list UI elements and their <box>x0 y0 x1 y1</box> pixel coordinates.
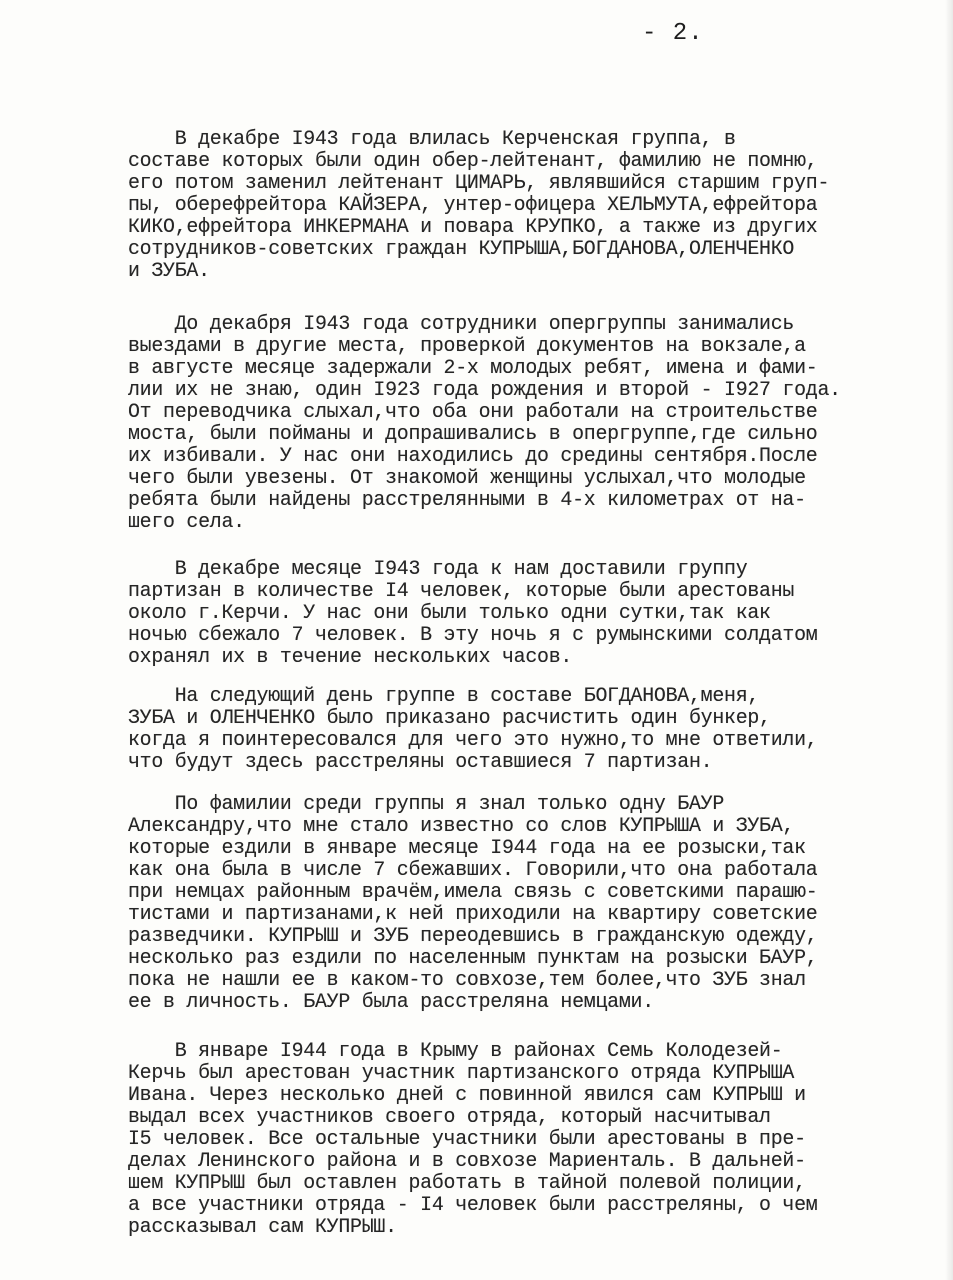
page-number: - 2. <box>642 20 704 47</box>
paragraph-kerch-group <box>128 128 953 282</box>
text-line: а все участники отряда - I4 человек были расстреляны, о чем <box>128 1193 818 1216</box>
text-line: когда я поинтересовался для чего это нужно,то мне ответили, <box>128 728 818 751</box>
text-line: ночью сбежало 7 человек. В эту ночь я с румынскими солдатом <box>128 623 818 646</box>
text-line: выдал всех участников своего отряда, который насчитывал <box>128 1105 771 1128</box>
text-line: До декабря I943 года сотрудники опергруппы занимались <box>128 312 795 335</box>
text-line: его потом заменил лейтенант ЦИМАРЬ, являвшийся старшим груп- <box>128 171 830 194</box>
text-line: около г.Керчи. У нас они были только одни сутки,так как <box>128 601 771 624</box>
text-line: при немцах районным врачём,имела связь с советскими парашю- <box>128 880 818 903</box>
text-line: сотрудников-советских граждан КУПРЫША,БОГДАНОВА,ОЛЕНЧЕНКО <box>128 237 795 260</box>
paragraph-kupryshs-unit <box>128 1040 953 1238</box>
text-line: От переводчика слыхал,что оба они работали на строительстве <box>128 400 818 423</box>
text-line: ЗУБА и ОЛЕНЧЕНКО было приказано расчистить один бункер, <box>128 706 771 729</box>
text-line: партизан в количестве I4 человек, которые были арестованы <box>128 579 795 602</box>
text-line: В декабре I943 года влилась Керченская группа, в <box>128 127 736 150</box>
text-line: шем КУПРЫШ был оставлен работать в тайной полевой полиции, <box>128 1171 806 1194</box>
text-line: составе которых были один обер-лейтенант, фамилию не помню, <box>128 149 818 172</box>
text-line: Керчь был арестован участник партизанского отряда КУПРЫША <box>128 1061 795 1084</box>
text-line: КИКО,ефрейтора ИНКЕРМАНА и повара КРУПКО, а также из других <box>128 215 818 238</box>
text-line: ее в личность. БАУР была расстреляна немцами. <box>128 990 654 1013</box>
text-line: в августе месяце задержали 2-х молодых ребят, имена и фами- <box>128 356 818 379</box>
text-line: шего села. <box>128 510 245 533</box>
paragraph-baur <box>128 793 953 1013</box>
text-line: В декабре месяце I943 года к нам доставили группу <box>128 557 748 580</box>
text-line: На следующий день группе в составе БОГДАНОВА,меня, <box>128 684 760 707</box>
text-line: делах Ленинского района и в совхозе Мариенталь. В дальней- <box>128 1149 806 1172</box>
text-line: несколько раз ездили по населенным пунктам на розыски БАУР, <box>128 946 818 969</box>
text-line: и ЗУБА. <box>128 259 210 282</box>
text-line: охранял их в течение нескольких часов. <box>128 645 573 668</box>
text-line: рассказывал сам КУПРЫШ. <box>128 1215 397 1238</box>
text-line: ребята были найдены расстрелянными в 4-х километрах от на- <box>128 488 806 511</box>
text-line: Александру,что мне стало известно со слов КУПРЫША и ЗУБА, <box>128 814 795 837</box>
text-line: Ивана. Через несколько дней с повинной явился сам КУПРЫШ и <box>128 1083 806 1106</box>
text-line: выездами в другие места, проверкой документов на вокзале,а <box>128 334 806 357</box>
paragraph-before-december <box>128 313 953 533</box>
paragraph-partisans-arrested <box>128 558 953 668</box>
text-line: чего были увезены. От знакомой женщины услыхал,что молодые <box>128 466 806 489</box>
text-line: лии их не знаю, один I923 года рождения и второй - I927 года. <box>128 378 841 401</box>
paragraph-bunker <box>128 685 953 773</box>
text-line: тистами и партизанами,к ней приходили на квартиру советские <box>128 902 818 925</box>
text-line: пы, оберефрейтора КАЙЗЕРА, унтер-офицера ХЕЛЬМУТА,ефрейтора <box>128 193 818 216</box>
text-line: как она была в числе 7 сбежавших. Говорили,что она работала <box>128 858 818 881</box>
text-line: По фамилии среди группы я знал только одну БАУР <box>128 792 725 815</box>
text-line: разведчики. КУПРЫШ и ЗУБ переодевшись в гражданскую одежду, <box>128 924 818 947</box>
text-line: I5 человек. Все остальные участники были арестованы в пре- <box>128 1127 806 1150</box>
text-line: В январе I944 года в Крыму в районах Семь Колодезей- <box>128 1039 783 1062</box>
text-line: что будут здесь расстреляны оставшиеся 7 партизан. <box>128 750 713 773</box>
text-line: их избивали. У нас они находились до средины сентября.После <box>128 444 818 467</box>
text-line: моста, были пойманы и допрашивались в опергруппе,где сильно <box>128 422 818 445</box>
text-line: которые ездили в январе месяце I944 года на ее розыски,так <box>128 836 806 859</box>
text-line: пока не нашли ее в каком-то совхозе,тем более,что ЗУБ знал <box>128 968 806 991</box>
